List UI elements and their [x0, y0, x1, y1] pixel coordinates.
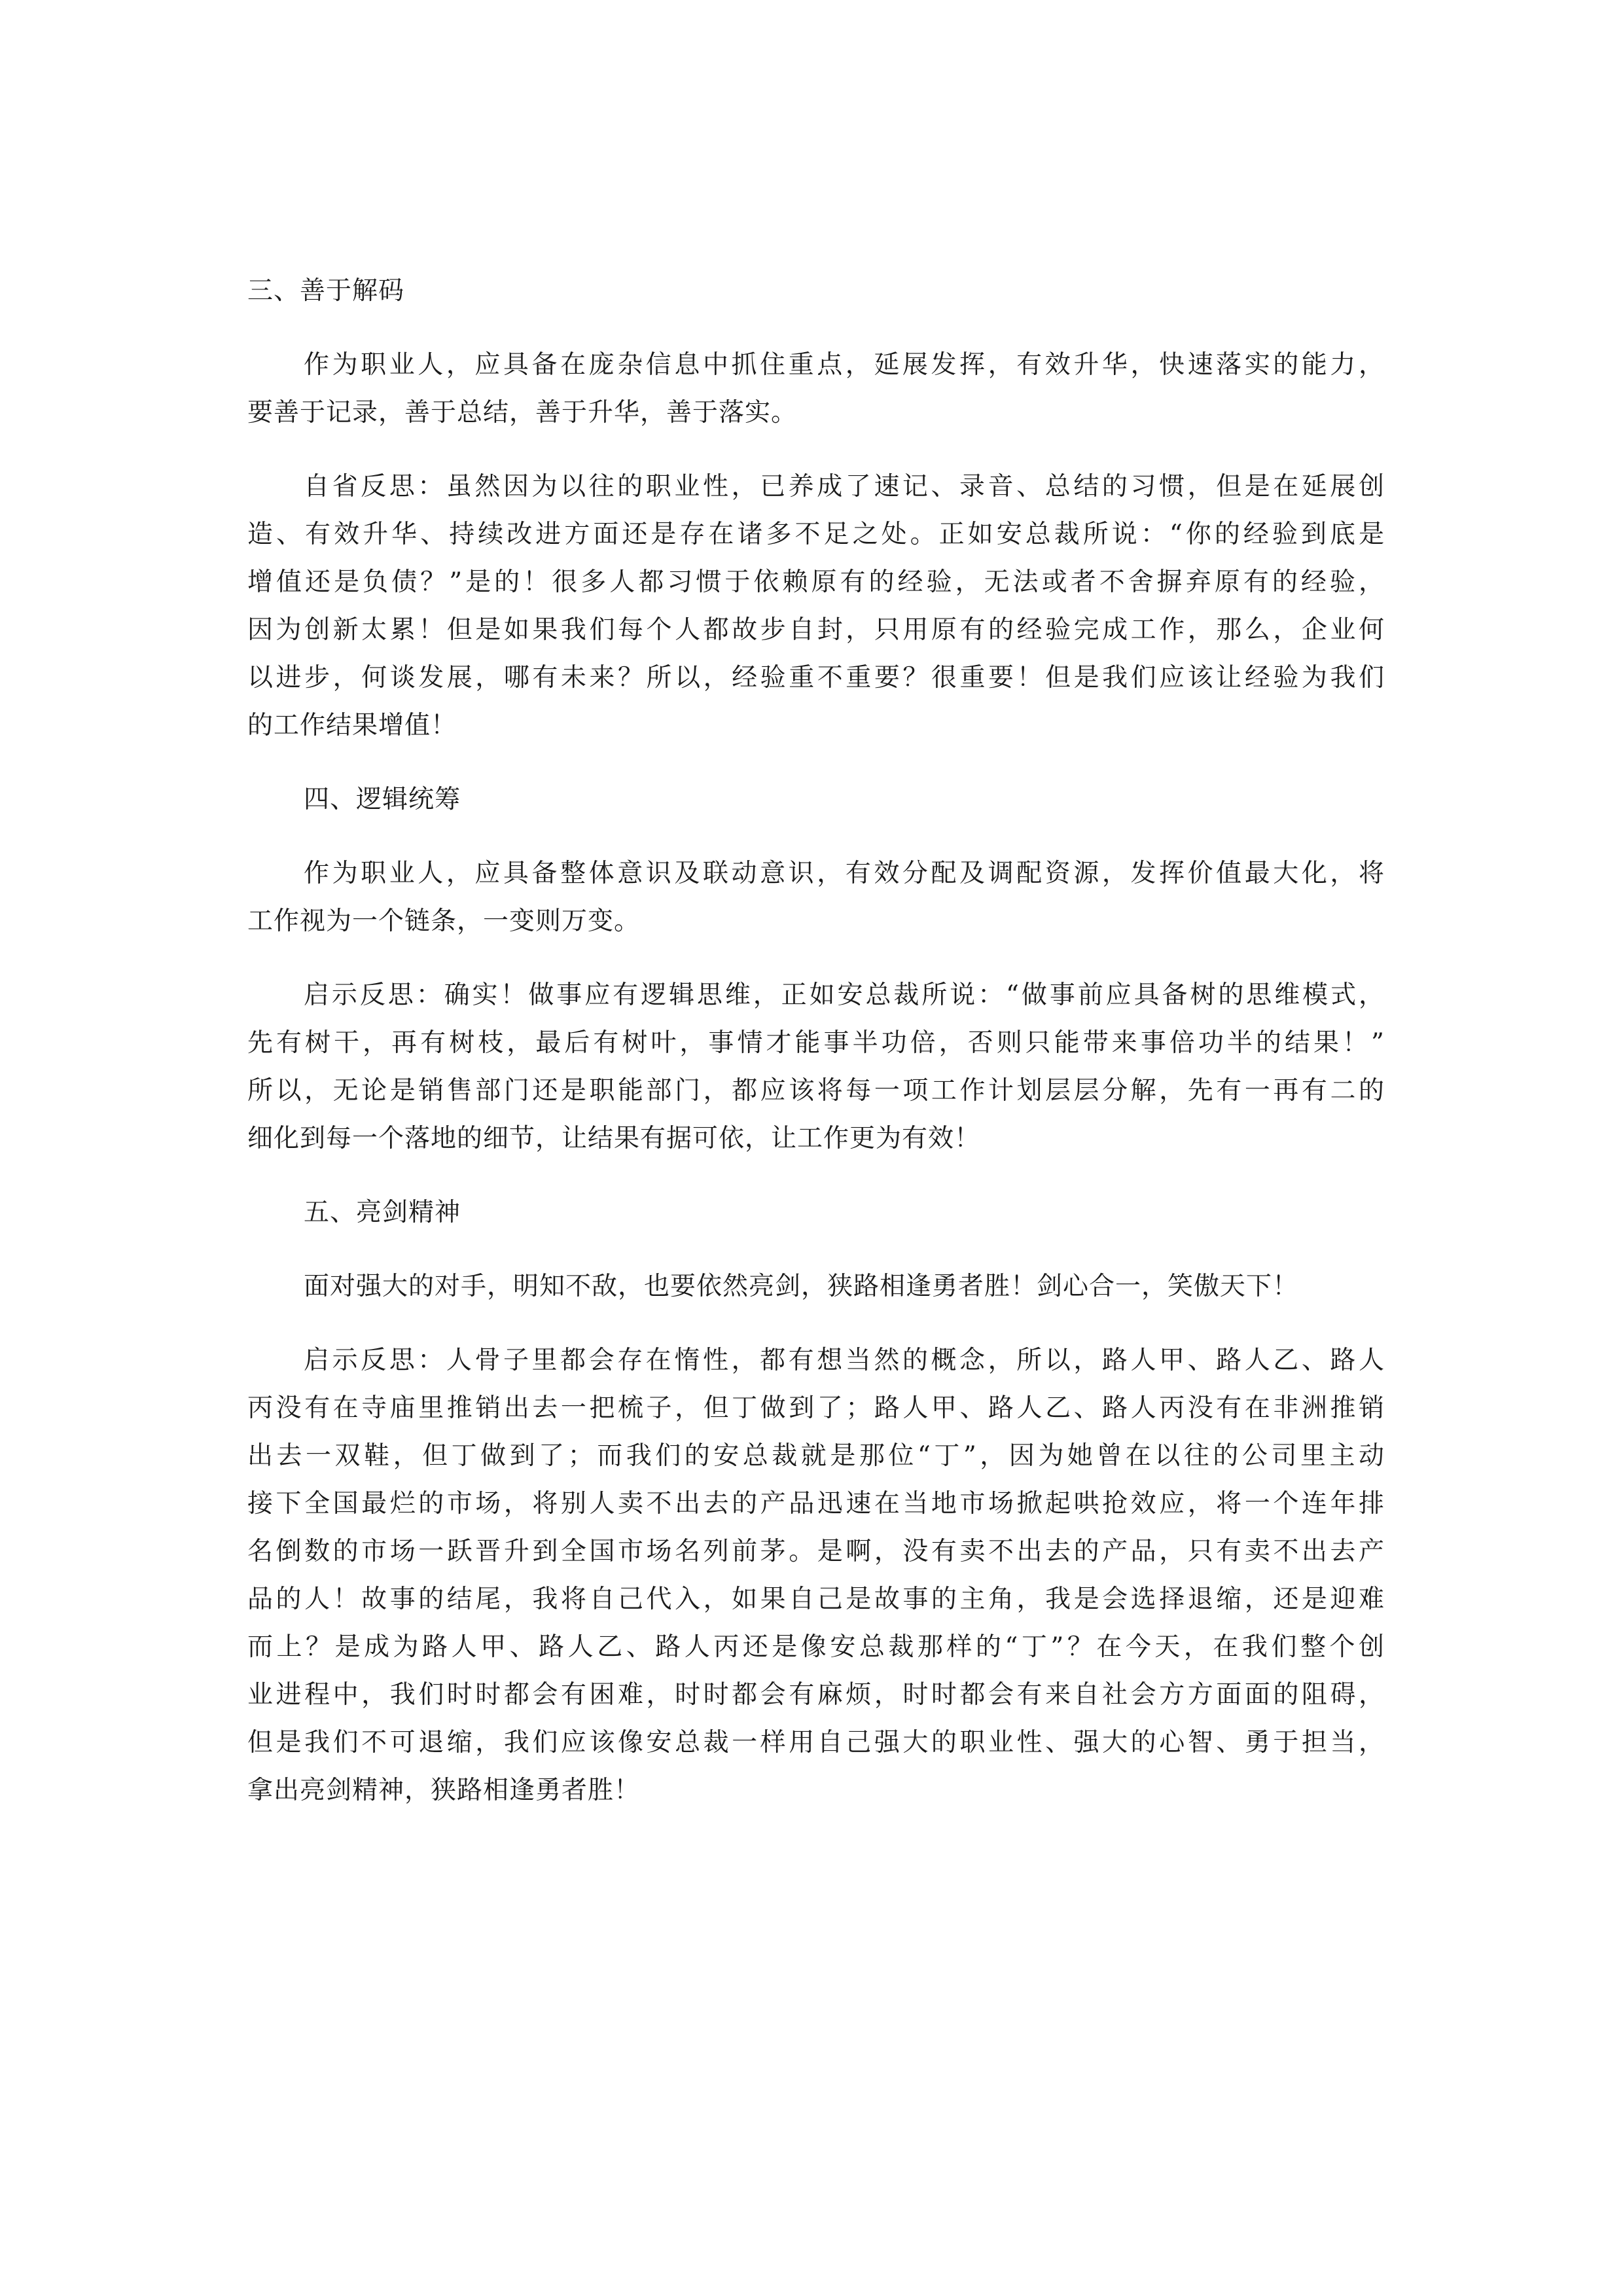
- paragraph-line: 要善于记录，善于总结，善于升华，善于落实。: [247, 398, 798, 427]
- paragraph: [247, 1263, 1385, 1310]
- paragraph-line: 先有树干，再有树枝，最后有树叶，事情才能事半功倍，否则只能带来事倍功半的结果！”: [247, 1028, 1385, 1058]
- paragraph-line: 增值还是负债？”是的！很多人都习惯于依赖原有的经验，无法或者不舍摒弃原有的经验，: [247, 567, 1385, 597]
- section-heading-5: [247, 1189, 1385, 1236]
- paragraph-line: 细化到每一个落地的细节，让结果有据可依，让工作更为有效！: [247, 1124, 981, 1153]
- heading-text: 三、善于解码: [247, 276, 405, 306]
- paragraph-line: 造、有效升华、持续改进方面还是存在诸多不足之处。正如安总裁所说：“你的经验到底是: [247, 520, 1385, 549]
- paragraph-line: 面对强大的对手，明知不敌，也要依然亮剑，狭路相逢勇者胜！剑心合一，笑傲天下！: [304, 1272, 1299, 1301]
- paragraph-line: 业进程中，我们时时都会有困难，时时都会有麻烦，时时都会有来自社会方方面面的阻碍，: [247, 1680, 1385, 1710]
- paragraph-line: 作为职业人，应具备整体意识及联动意识，有效分配及调配资源，发挥价值最大化，将: [304, 859, 1385, 888]
- paragraph: [247, 1336, 1385, 1814]
- paragraph-line: 所以，无论是销售部门还是职能部门，都应该将每一项工作计划层层分解，先有一再有二的: [247, 1076, 1385, 1105]
- paragraph-line: 但是我们不可退缩，我们应该像安总裁一样用自己强大的职业性、强大的心智、勇于担当，: [247, 1728, 1385, 1757]
- paragraph-line: 而上？是成为路人甲、路人乙、路人丙还是像安总裁那样的“丁”？在今天，在我们整个创: [247, 1632, 1385, 1662]
- paragraph-line: 的工作结果增值！: [247, 711, 457, 740]
- paragraph-line: 自省反思：虽然因为以往的职业性，已养成了速记、录音、总结的习惯，但是在延展创: [304, 472, 1385, 501]
- paragraph-line: 名倒数的市场一跃晋升到全国市场名列前茅。是啊，没有卖不出去的产品，只有卖不出去产: [247, 1537, 1385, 1566]
- paragraph-line: 品的人！故事的结尾，我将自己代入，如果自己是故事的主角，我是会选择退缩，还是迎难: [247, 1585, 1385, 1614]
- paragraph-line: 作为职业人，应具备在庞杂信息中抓住重点，延展发挥，有效升华，快速落实的能力，: [304, 350, 1385, 380]
- heading-text: 四、逻辑统筹: [304, 785, 461, 814]
- paragraph: [247, 341, 1385, 437]
- paragraph-line: 以进步，何谈发展，哪有未来？所以，经验重不重要？很重要！但是我们应该让经验为我们: [247, 663, 1385, 692]
- document-body: [247, 267, 1385, 1840]
- heading-text: 五、亮剑精神: [304, 1198, 461, 1227]
- paragraph: [247, 463, 1385, 749]
- paragraph-line: 因为创新太累！但是如果我们每个人都故步自封，只用原有的经验完成工作，那么，企业何: [247, 615, 1385, 645]
- paragraph-line: 工作视为一个链条，一变则万变。: [247, 906, 641, 936]
- paragraph-line: 接下全国最烂的市场，将别人卖不出去的产品迅速在当地市场掀起哄抢效应，将一个连年排: [247, 1489, 1385, 1518]
- section-heading-4: [247, 776, 1385, 823]
- paragraph-line: 拿出亮剑精神，狭路相逢勇者胜！: [247, 1776, 641, 1805]
- section-heading-3: [247, 267, 1385, 315]
- paragraph-line: 启示反思：确实！做事应有逻辑思维，正如安总裁所说：“做事前应具备树的思维模式，: [304, 980, 1385, 1010]
- paragraph-line: 丙没有在寺庙里推销出去一把梳子，但丁做到了；路人甲、路人乙、路人丙没有在非洲推销: [247, 1393, 1385, 1423]
- paragraph: [247, 971, 1385, 1162]
- paragraph-line: 出去一双鞋，但丁做到了；而我们的安总裁就是那位“丁”，因为她曾在以往的公司里主动: [247, 1441, 1385, 1471]
- paragraph: [247, 850, 1385, 945]
- paragraph-line: 启示反思：人骨子里都会存在惰性，都有想当然的概念，所以，路人甲、路人乙、路人: [304, 1346, 1385, 1375]
